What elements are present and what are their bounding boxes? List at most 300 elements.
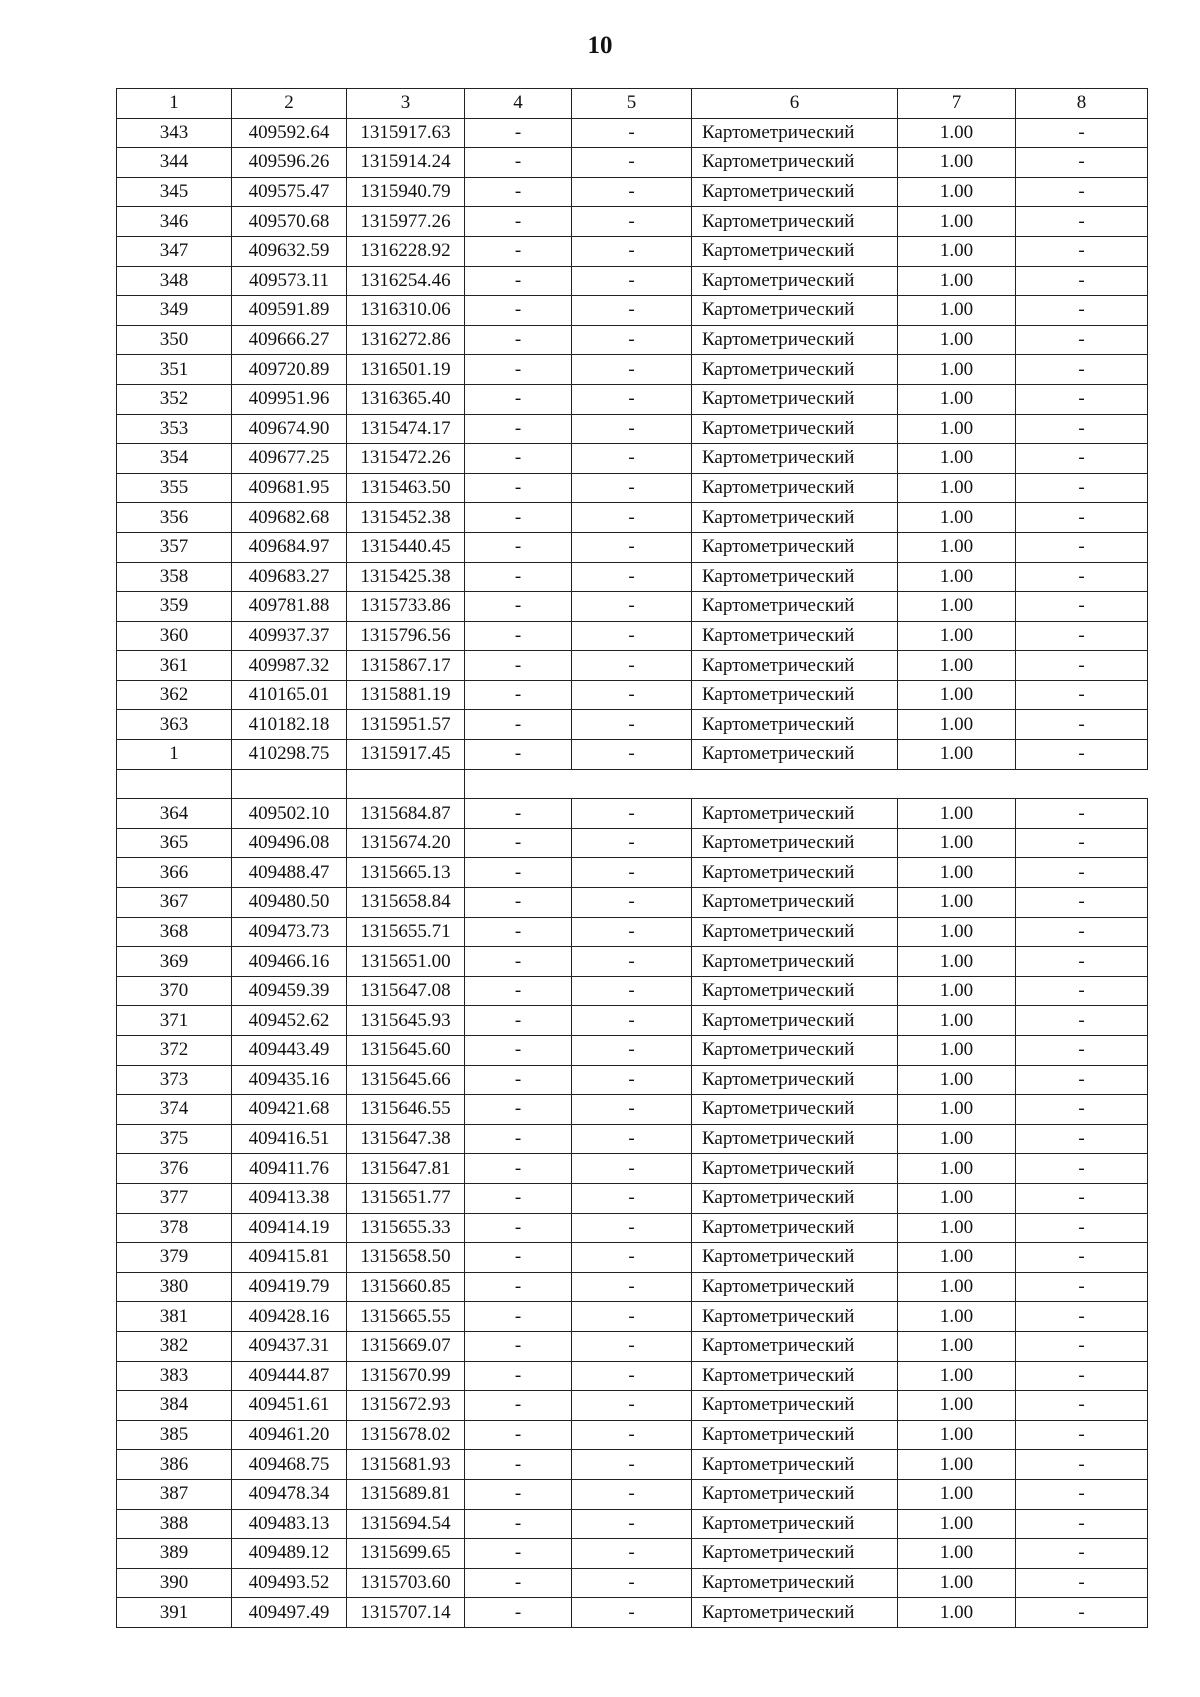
cell-coord-x: 409466.16 <box>232 947 347 977</box>
table-row <box>117 1272 1148 1302</box>
cell-accuracy: 1.00 <box>898 917 1016 947</box>
header-cell: 5 <box>572 89 692 119</box>
cell-coord-x: 409443.49 <box>232 1036 347 1066</box>
cell-point-number: 364 <box>117 799 232 829</box>
cell-point-number: 379 <box>117 1243 232 1273</box>
table-row <box>117 414 1148 444</box>
cell-coord-x: 409488.47 <box>232 858 347 888</box>
cell-col-4: - <box>465 1124 572 1154</box>
cell-accuracy: 1.00 <box>898 1183 1016 1213</box>
cell-accuracy: 1.00 <box>898 1036 1016 1066</box>
cell-method: Картометрический <box>692 680 898 710</box>
header-cell: 3 <box>347 89 465 119</box>
table-row <box>117 177 1148 207</box>
cell-coord-y: 1315646.55 <box>347 1095 465 1125</box>
cell-col-5: - <box>572 740 692 770</box>
cell-method: Картометрический <box>692 1568 898 1598</box>
cell-col-4: - <box>465 177 572 207</box>
cell-col-5: - <box>572 799 692 829</box>
cell-coord-x: 409415.81 <box>232 1243 347 1273</box>
header-cell: 7 <box>898 89 1016 119</box>
cell-col-4: - <box>465 1006 572 1036</box>
cell-col-5: - <box>572 414 692 444</box>
cell-coord-y: 1316365.40 <box>347 384 465 414</box>
cell-accuracy: 1.00 <box>898 888 1016 918</box>
cell-coord-y: 1315665.13 <box>347 858 465 888</box>
cell-col-5: - <box>572 532 692 562</box>
cell-point-number: 384 <box>117 1391 232 1421</box>
cell-col-5: - <box>572 1095 692 1125</box>
cell-coord-x: 409452.62 <box>232 1006 347 1036</box>
cell-method: Картометрический <box>692 414 898 444</box>
table-row <box>117 1095 1148 1125</box>
cell-coord-y: 1315440.45 <box>347 532 465 562</box>
cell-accuracy: 1.00 <box>898 1006 1016 1036</box>
cell-accuracy: 1.00 <box>898 148 1016 178</box>
table-row <box>117 1036 1148 1066</box>
cell-point-number: 366 <box>117 858 232 888</box>
cell-coord-y: 1316501.19 <box>347 355 465 385</box>
cell-accuracy: 1.00 <box>898 266 1016 296</box>
cell-method: Картометрический <box>692 562 898 592</box>
cell-coord-y: 1315645.93 <box>347 1006 465 1036</box>
cell-col-8: - <box>1016 1154 1148 1184</box>
cell-method: Картометрический <box>692 1183 898 1213</box>
cell-col-4: - <box>465 118 572 148</box>
cell-accuracy: 1.00 <box>898 651 1016 681</box>
cell-col-5: - <box>572 503 692 533</box>
cell-method: Картометрический <box>692 1213 898 1243</box>
cell-accuracy: 1.00 <box>898 236 1016 266</box>
cell-method: Картометрический <box>692 118 898 148</box>
cell-coord-x: 409987.32 <box>232 651 347 681</box>
cell-point-number: 348 <box>117 266 232 296</box>
cell-col-8: - <box>1016 414 1148 444</box>
cell-coord-x: 409937.37 <box>232 621 347 651</box>
cell-method: Картометрический <box>692 917 898 947</box>
table-row <box>117 1420 1148 1450</box>
cell-col-4: - <box>465 1243 572 1273</box>
separator-blank <box>465 769 1148 799</box>
cell-coord-x: 409421.68 <box>232 1095 347 1125</box>
cell-point-number: 354 <box>117 444 232 474</box>
cell-point-number: 377 <box>117 1183 232 1213</box>
table-row <box>117 799 1148 829</box>
cell-col-8: - <box>1016 562 1148 592</box>
table-row <box>117 118 1148 148</box>
cell-col-8: - <box>1016 651 1148 681</box>
cell-coord-y: 1315672.93 <box>347 1391 465 1421</box>
table-row <box>117 296 1148 326</box>
cell-col-5: - <box>572 444 692 474</box>
table-row <box>117 444 1148 474</box>
cell-point-number: 365 <box>117 828 232 858</box>
cell-col-5: - <box>572 384 692 414</box>
cell-col-8: - <box>1016 828 1148 858</box>
cell-method: Картометрический <box>692 384 898 414</box>
cell-accuracy: 1.00 <box>898 976 1016 1006</box>
cell-method: Картометрический <box>692 651 898 681</box>
table-row <box>117 1243 1148 1273</box>
cell-coord-x: 409473.73 <box>232 917 347 947</box>
cell-col-4: - <box>465 1213 572 1243</box>
cell-col-8: - <box>1016 473 1148 503</box>
cell-coord-y: 1315647.81 <box>347 1154 465 1184</box>
cell-point-number: 350 <box>117 325 232 355</box>
page-number: 10 <box>587 32 613 59</box>
cell-point-number: 362 <box>117 680 232 710</box>
cell-col-5: - <box>572 1124 692 1154</box>
cell-col-5: - <box>572 473 692 503</box>
cell-col-5: - <box>572 562 692 592</box>
cell-coord-y: 1315940.79 <box>347 177 465 207</box>
cell-coord-x: 409451.61 <box>232 1391 347 1421</box>
cell-col-8: - <box>1016 1509 1148 1539</box>
table-row <box>117 148 1148 178</box>
cell-point-number: 357 <box>117 532 232 562</box>
cell-coord-x: 409632.59 <box>232 236 347 266</box>
table-row <box>117 1598 1148 1628</box>
cell-accuracy: 1.00 <box>898 828 1016 858</box>
table-row <box>117 384 1148 414</box>
cell-coord-y: 1315645.66 <box>347 1065 465 1095</box>
header-cell: 1 <box>117 89 232 119</box>
cell-coord-y: 1315917.63 <box>347 118 465 148</box>
header-cell: 2 <box>232 89 347 119</box>
cell-col-4: - <box>465 888 572 918</box>
cell-col-5: - <box>572 1036 692 1066</box>
cell-point-number: 367 <box>117 888 232 918</box>
cell-coord-y: 1315977.26 <box>347 207 465 237</box>
cell-coord-x: 409435.16 <box>232 1065 347 1095</box>
cell-coord-y: 1315463.50 <box>347 473 465 503</box>
table-row <box>117 1361 1148 1391</box>
table-row <box>117 503 1148 533</box>
cell-accuracy: 1.00 <box>898 680 1016 710</box>
cell-col-5: - <box>572 1331 692 1361</box>
cell-col-5: - <box>572 651 692 681</box>
cell-method: Картометрический <box>692 236 898 266</box>
empty-cell <box>117 769 232 799</box>
cell-method: Картометрический <box>692 1036 898 1066</box>
cell-point-number: 372 <box>117 1036 232 1066</box>
coordinates-table <box>116 88 1148 1628</box>
cell-coord-x: 409413.38 <box>232 1183 347 1213</box>
cell-col-5: - <box>572 296 692 326</box>
cell-point-number: 347 <box>117 236 232 266</box>
cell-col-4: - <box>465 236 572 266</box>
cell-accuracy: 1.00 <box>898 1095 1016 1125</box>
empty-cell <box>347 769 465 799</box>
cell-col-8: - <box>1016 1598 1148 1628</box>
table-row <box>117 1302 1148 1332</box>
cell-col-5: - <box>572 1568 692 1598</box>
cell-method: Картометрический <box>692 621 898 651</box>
cell-coord-y: 1315867.17 <box>347 651 465 681</box>
cell-col-8: - <box>1016 621 1148 651</box>
cell-accuracy: 1.00 <box>898 1302 1016 1332</box>
cell-accuracy: 1.00 <box>898 1331 1016 1361</box>
cell-method: Картометрический <box>692 976 898 1006</box>
cell-accuracy: 1.00 <box>898 325 1016 355</box>
cell-coord-x: 409674.90 <box>232 414 347 444</box>
table-row <box>117 858 1148 888</box>
cell-col-5: - <box>572 177 692 207</box>
cell-coord-x: 409483.13 <box>232 1509 347 1539</box>
cell-point-number: 359 <box>117 592 232 622</box>
cell-coord-x: 409592.64 <box>232 118 347 148</box>
cell-coord-y: 1316254.46 <box>347 266 465 296</box>
cell-coord-y: 1315681.93 <box>347 1450 465 1480</box>
cell-accuracy: 1.00 <box>898 1213 1016 1243</box>
table-row <box>117 266 1148 296</box>
cell-col-4: - <box>465 1331 572 1361</box>
cell-point-number: 391 <box>117 1598 232 1628</box>
cell-coord-x: 410165.01 <box>232 680 347 710</box>
cell-method: Картометрический <box>692 473 898 503</box>
cell-col-8: - <box>1016 236 1148 266</box>
cell-col-5: - <box>572 976 692 1006</box>
cell-accuracy: 1.00 <box>898 947 1016 977</box>
cell-col-5: - <box>572 1361 692 1391</box>
cell-accuracy: 1.00 <box>898 562 1016 592</box>
cell-point-number: 382 <box>117 1331 232 1361</box>
cell-col-4: - <box>465 1509 572 1539</box>
cell-accuracy: 1.00 <box>898 1272 1016 1302</box>
cell-col-4: - <box>465 740 572 770</box>
cell-accuracy: 1.00 <box>898 118 1016 148</box>
cell-point-number: 386 <box>117 1450 232 1480</box>
cell-col-4: - <box>465 710 572 740</box>
cell-accuracy: 1.00 <box>898 1568 1016 1598</box>
table-row <box>117 1183 1148 1213</box>
cell-method: Картометрический <box>692 1479 898 1509</box>
cell-col-4: - <box>465 148 572 178</box>
table-row <box>117 710 1148 740</box>
cell-coord-x: 409666.27 <box>232 325 347 355</box>
cell-col-8: - <box>1016 976 1148 1006</box>
cell-point-number: 351 <box>117 355 232 385</box>
cell-coord-y: 1315472.26 <box>347 444 465 474</box>
cell-col-5: - <box>572 118 692 148</box>
table-row <box>117 207 1148 237</box>
cell-point-number: 374 <box>117 1095 232 1125</box>
cell-coord-y: 1315660.85 <box>347 1272 465 1302</box>
table-row <box>117 325 1148 355</box>
cell-coord-y: 1315707.14 <box>347 1598 465 1628</box>
cell-col-8: - <box>1016 207 1148 237</box>
cell-method: Картометрический <box>692 740 898 770</box>
cell-method: Картометрический <box>692 266 898 296</box>
cell-coord-x: 409480.50 <box>232 888 347 918</box>
cell-coord-x: 410298.75 <box>232 740 347 770</box>
cell-col-4: - <box>465 532 572 562</box>
cell-accuracy: 1.00 <box>898 1420 1016 1450</box>
cell-coord-x: 409461.20 <box>232 1420 347 1450</box>
cell-col-4: - <box>465 414 572 444</box>
cell-col-4: - <box>465 1036 572 1066</box>
cell-col-8: - <box>1016 296 1148 326</box>
cell-point-number: 356 <box>117 503 232 533</box>
cell-method: Картометрический <box>692 1361 898 1391</box>
cell-col-8: - <box>1016 266 1148 296</box>
cell-col-5: - <box>572 325 692 355</box>
cell-col-8: - <box>1016 1213 1148 1243</box>
table-row <box>117 1213 1148 1243</box>
cell-col-8: - <box>1016 1272 1148 1302</box>
cell-col-8: - <box>1016 532 1148 562</box>
cell-col-4: - <box>465 651 572 681</box>
cell-col-5: - <box>572 917 692 947</box>
cell-accuracy: 1.00 <box>898 177 1016 207</box>
cell-col-8: - <box>1016 118 1148 148</box>
cell-col-4: - <box>465 1420 572 1450</box>
cell-col-4: - <box>465 680 572 710</box>
cell-col-5: - <box>572 1509 692 1539</box>
cell-coord-y: 1315665.55 <box>347 1302 465 1332</box>
cell-col-4: - <box>465 266 572 296</box>
cell-col-8: - <box>1016 1450 1148 1480</box>
cell-col-5: - <box>572 207 692 237</box>
cell-col-8: - <box>1016 1361 1148 1391</box>
cell-coord-y: 1315474.17 <box>347 414 465 444</box>
cell-col-8: - <box>1016 1006 1148 1036</box>
empty-cell <box>232 769 347 799</box>
table-row <box>117 976 1148 1006</box>
cell-method: Картометрический <box>692 1450 898 1480</box>
cell-coord-x: 409502.10 <box>232 799 347 829</box>
table-row <box>117 917 1148 947</box>
cell-coord-x: 409489.12 <box>232 1539 347 1569</box>
table-row <box>117 1065 1148 1095</box>
cell-coord-y: 1315425.38 <box>347 562 465 592</box>
cell-point-number: 345 <box>117 177 232 207</box>
cell-col-4: - <box>465 1598 572 1628</box>
cell-coord-y: 1315689.81 <box>347 1479 465 1509</box>
cell-point-number: 376 <box>117 1154 232 1184</box>
cell-col-4: - <box>465 1272 572 1302</box>
cell-point-number: 349 <box>117 296 232 326</box>
cell-col-4: - <box>465 296 572 326</box>
cell-col-8: - <box>1016 1124 1148 1154</box>
cell-col-5: - <box>572 1391 692 1421</box>
coordinates-table-body <box>117 89 1148 1628</box>
cell-accuracy: 1.00 <box>898 1539 1016 1569</box>
cell-accuracy: 1.00 <box>898 1509 1016 1539</box>
cell-accuracy: 1.00 <box>898 1391 1016 1421</box>
cell-method: Картометрический <box>692 1006 898 1036</box>
cell-method: Картометрический <box>692 1302 898 1332</box>
cell-col-8: - <box>1016 355 1148 385</box>
cell-col-4: - <box>465 207 572 237</box>
cell-coord-x: 409459.39 <box>232 976 347 1006</box>
cell-method: Картометрический <box>692 710 898 740</box>
cell-coord-y: 1315658.50 <box>347 1243 465 1273</box>
cell-col-4: - <box>465 1183 572 1213</box>
cell-point-number: 388 <box>117 1509 232 1539</box>
cell-point-number: 361 <box>117 651 232 681</box>
cell-method: Картометрический <box>692 1154 898 1184</box>
cell-col-5: - <box>572 1598 692 1628</box>
cell-point-number: 373 <box>117 1065 232 1095</box>
cell-col-5: - <box>572 1450 692 1480</box>
cell-method: Картометрический <box>692 1391 898 1421</box>
cell-accuracy: 1.00 <box>898 503 1016 533</box>
cell-col-4: - <box>465 799 572 829</box>
cell-point-number: 1 <box>117 740 232 770</box>
cell-accuracy: 1.00 <box>898 1243 1016 1273</box>
table-row <box>117 473 1148 503</box>
cell-col-5: - <box>572 947 692 977</box>
cell-col-4: - <box>465 1154 572 1184</box>
cell-col-4: - <box>465 1095 572 1125</box>
cell-point-number: 385 <box>117 1420 232 1450</box>
cell-col-5: - <box>572 148 692 178</box>
cell-coord-x: 409570.68 <box>232 207 347 237</box>
cell-col-4: - <box>465 1450 572 1480</box>
table-row <box>117 1568 1148 1598</box>
header-cell: 8 <box>1016 89 1148 119</box>
cell-col-4: - <box>465 473 572 503</box>
cell-accuracy: 1.00 <box>898 1450 1016 1480</box>
cell-coord-y: 1315658.84 <box>347 888 465 918</box>
cell-col-5: - <box>572 621 692 651</box>
table-row <box>117 680 1148 710</box>
table-row <box>117 947 1148 977</box>
cell-accuracy: 1.00 <box>898 444 1016 474</box>
cell-col-8: - <box>1016 1095 1148 1125</box>
cell-coord-x: 409496.08 <box>232 828 347 858</box>
cell-method: Картометрический <box>692 1331 898 1361</box>
cell-point-number: 369 <box>117 947 232 977</box>
cell-coord-x: 409681.95 <box>232 473 347 503</box>
cell-point-number: 352 <box>117 384 232 414</box>
cell-col-4: - <box>465 917 572 947</box>
cell-method: Картометрический <box>692 532 898 562</box>
cell-col-8: - <box>1016 592 1148 622</box>
cell-col-8: - <box>1016 799 1148 829</box>
cell-accuracy: 1.00 <box>898 414 1016 444</box>
cell-col-8: - <box>1016 1568 1148 1598</box>
cell-col-5: - <box>572 858 692 888</box>
cell-method: Картометрический <box>692 355 898 385</box>
cell-col-8: - <box>1016 1420 1148 1450</box>
cell-coord-y: 1315694.54 <box>347 1509 465 1539</box>
cell-coord-x: 409575.47 <box>232 177 347 207</box>
cell-col-5: - <box>572 1539 692 1569</box>
cell-col-4: - <box>465 384 572 414</box>
cell-accuracy: 1.00 <box>898 296 1016 326</box>
cell-coord-y: 1315674.20 <box>347 828 465 858</box>
cell-col-5: - <box>572 266 692 296</box>
cell-coord-x: 409720.89 <box>232 355 347 385</box>
cell-col-4: - <box>465 1479 572 1509</box>
cell-point-number: 383 <box>117 1361 232 1391</box>
cell-method: Картометрический <box>692 177 898 207</box>
cell-method: Картометрический <box>692 148 898 178</box>
cell-col-4: - <box>465 976 572 1006</box>
cell-accuracy: 1.00 <box>898 1479 1016 1509</box>
table-row <box>117 1391 1148 1421</box>
cell-method: Картометрический <box>692 592 898 622</box>
cell-col-4: - <box>465 947 572 977</box>
cell-method: Картометрический <box>692 947 898 977</box>
cell-col-5: - <box>572 680 692 710</box>
table-row <box>117 1509 1148 1539</box>
cell-method: Картометрический <box>692 1598 898 1628</box>
cell-method: Картометрический <box>692 1124 898 1154</box>
cell-accuracy: 1.00 <box>898 740 1016 770</box>
